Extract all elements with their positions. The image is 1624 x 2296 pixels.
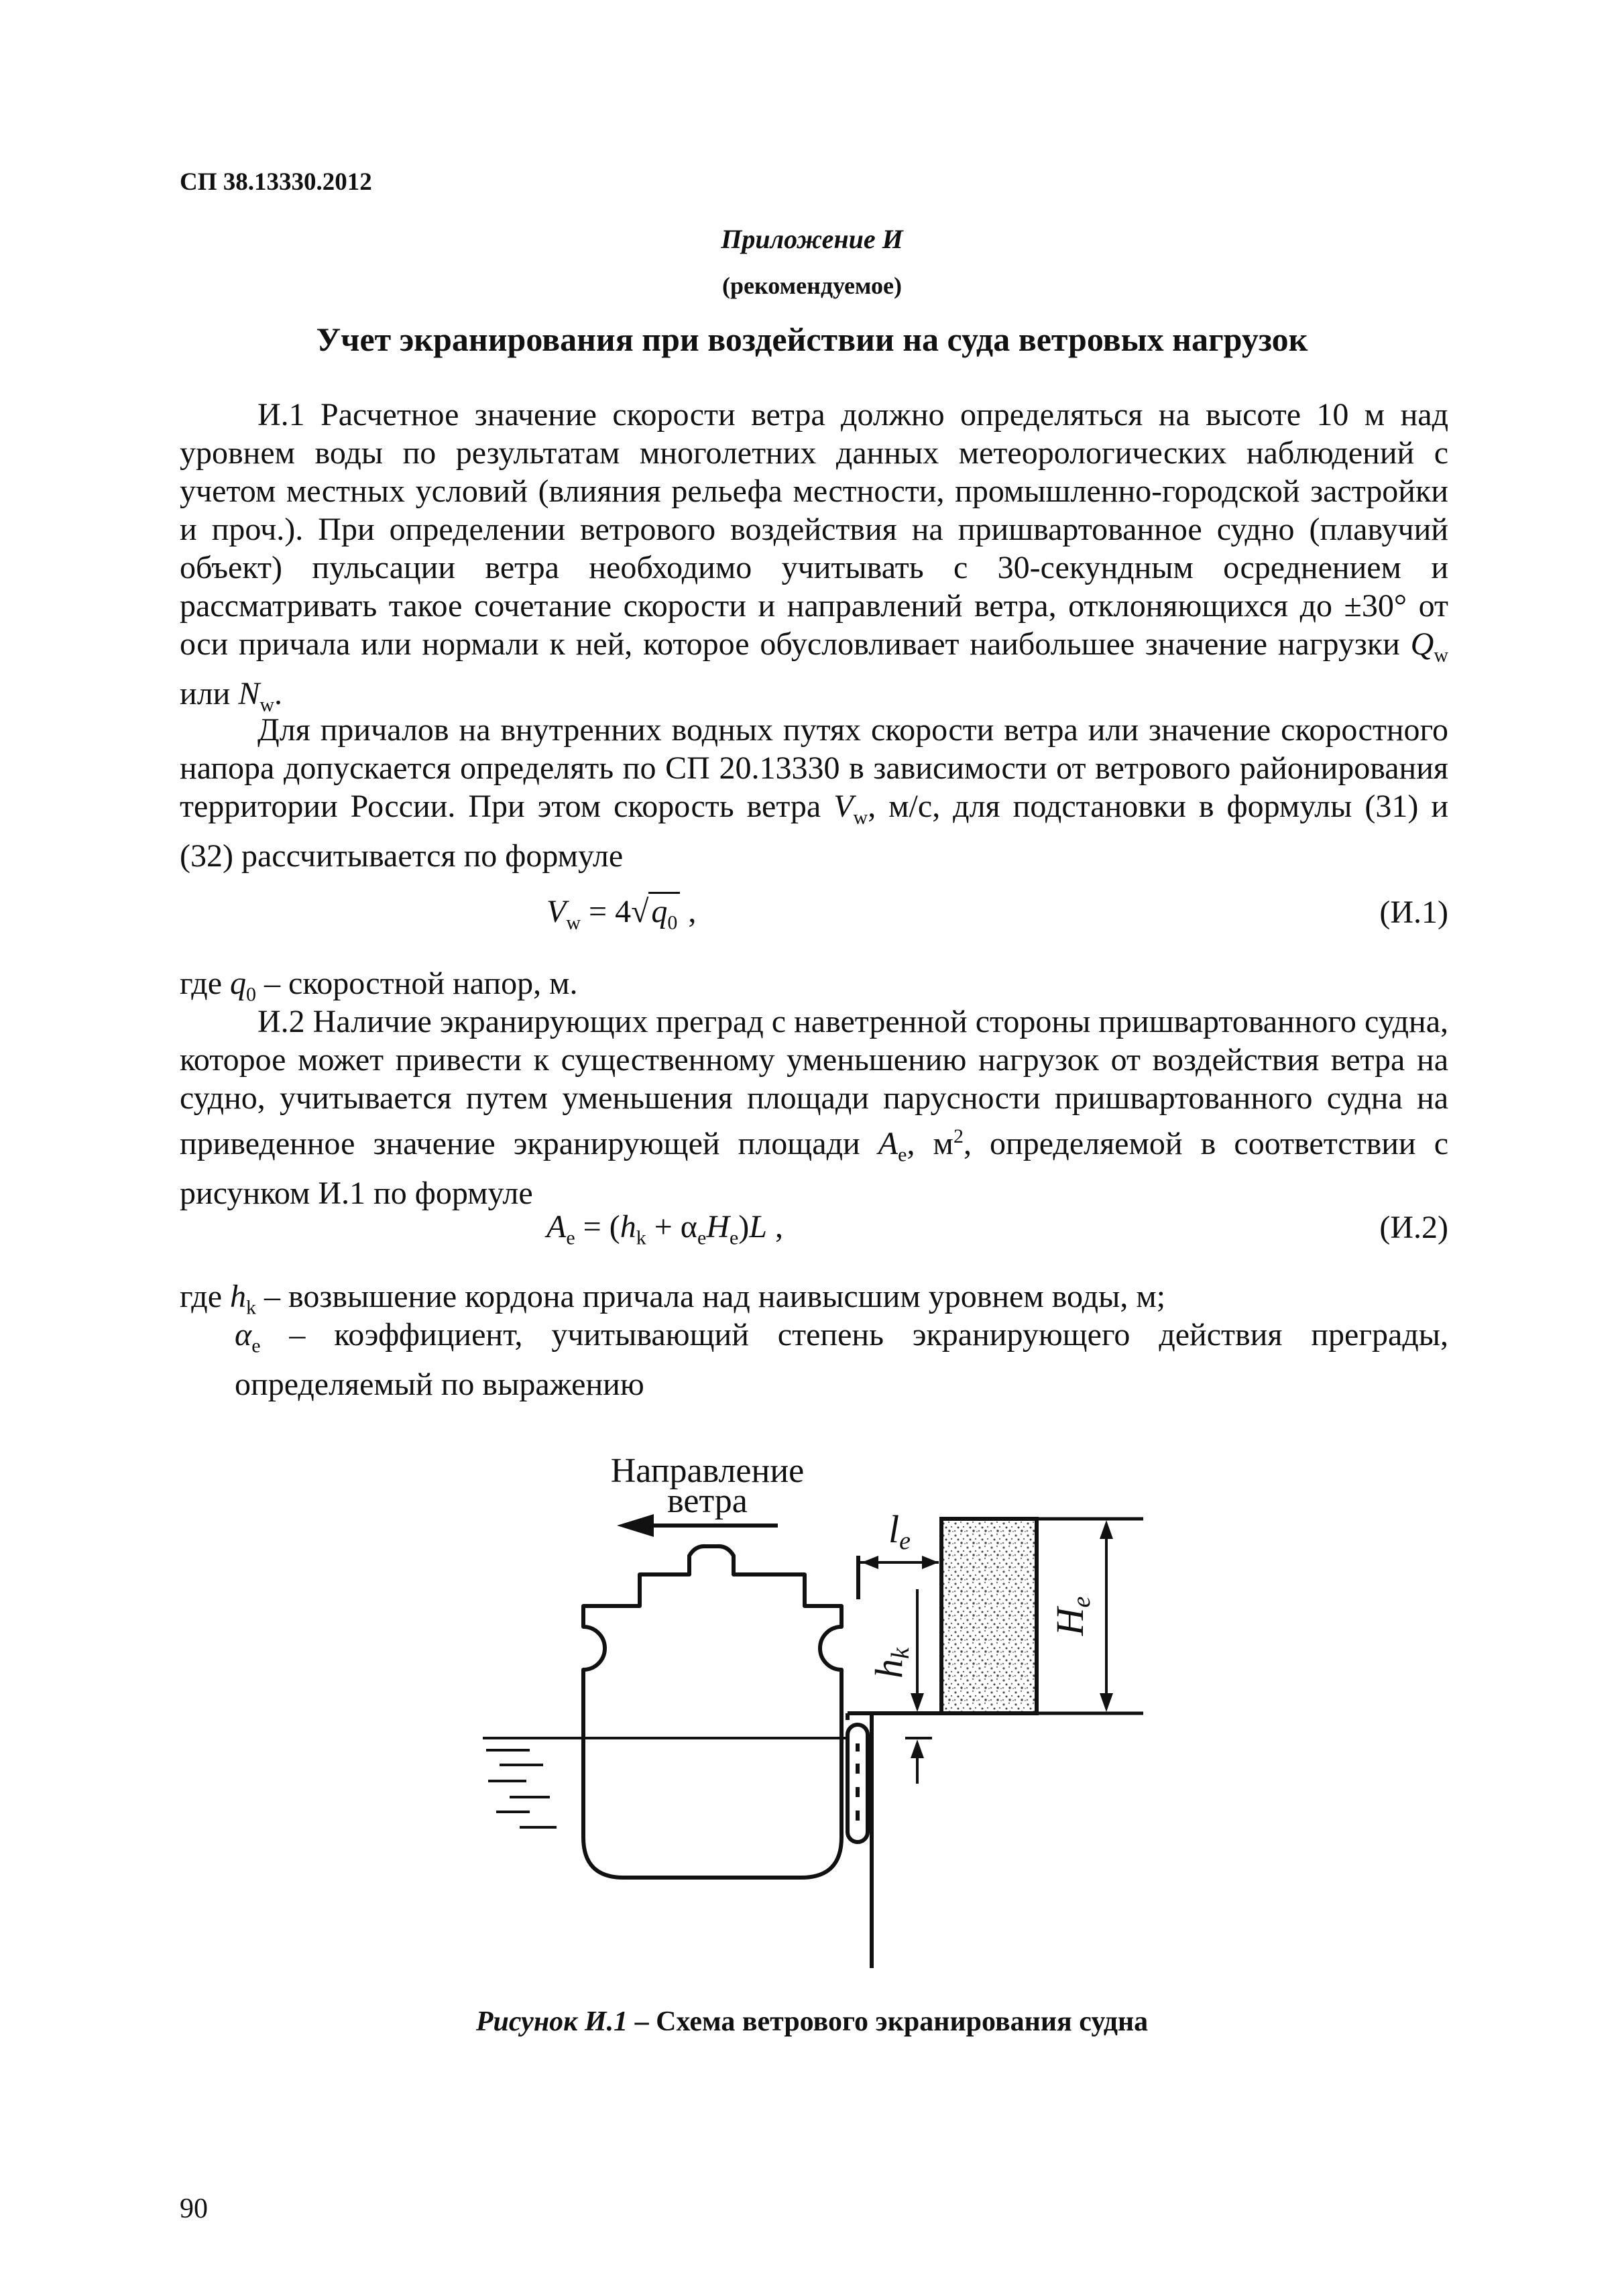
section-title: Учет экранирования при воздействии на суда ветровых нагрузок xyxy=(316,321,1308,358)
appendix-subtitle: (рекомендуемое) xyxy=(722,272,902,299)
document-code: СП 38.13330.2012 xyxy=(180,168,372,196)
radicand: $q_0$ xyxy=(648,892,680,929)
appendix-title: Приложение И xyxy=(721,224,903,254)
paragraph-i2: И.2 Наличие экранирующих преград с наветренной стороны пришвартованного судна, которое может привести к существенному уменьшению нагрузок от воздействия ветра на судно, учитывается путем уменьшения площади парусности пришвартованного судна на приведенное значение экранирующей площади $A_e$, $м^2$, определяемой в соответствии с рисунком И.1 по формуле xyxy=(180,1004,1449,1211)
ship-hull xyxy=(583,1546,842,1878)
formula-i1: $V_w = 4√q_0$ , xyxy=(546,892,696,943)
hk-arrow-head-top xyxy=(911,1693,924,1712)
le-dimension-arrow xyxy=(858,1556,939,1569)
hk-label: hk xyxy=(867,1648,915,1678)
page-number: 90 xyxy=(180,2193,208,2224)
shielding-barrier xyxy=(941,1519,1037,1713)
definition-q0: где $q_0$ – скоростной напор, м. xyxy=(180,966,578,1006)
paragraph-i1: И.1 Расчетное значение скорости ветра должно определяться на высоте 10 м над уровнем воды по результатам многолетних данных метеорологических наблюдений с учетом местных условий (влияния рельефа местности, промышленно-городской застройки и проч.). При определении ветрового воздействия на пришвартованное судно (плавучий объект) пульсации ветра необходимо учитывать с 30-секундным осреднением и рассматривать такое сочетание скорости и направлений ветра, отклоняющихся до ±30° от оси причала или нормали к ней, которое обусловливает наибольшее значение нагрузки $Q_w$ или $N_w$. xyxy=(180,397,1448,716)
definition-alpha-e: $\alpha_e$ – коэффициент, учитывающий степень экранирующего действия преграды, определяемый по выражению xyxy=(235,1317,1448,1402)
radical-sign: √ xyxy=(631,894,649,929)
he-label: He xyxy=(1048,1596,1096,1636)
definition-hk: где $h_k$ – возвышение кордона причала над наивысшим уровнем воды, м; xyxy=(180,1279,1166,1319)
figure-caption: Рисунок И.1 – Схема ветрового экранирования судна xyxy=(475,2006,1149,2037)
hk-arrow-head-bottom xyxy=(911,1739,924,1758)
equation-number-i2: (И.2) xyxy=(1379,1210,1448,1245)
pier-wall xyxy=(848,1556,945,1968)
he-dimension-arrow xyxy=(1100,1520,1113,1712)
water-surface xyxy=(483,1738,846,1827)
wind-direction-label-line2: ветра xyxy=(667,1482,748,1520)
le-label: le xyxy=(888,1507,911,1555)
wind-direction-label-line1: Направление xyxy=(610,1452,805,1490)
equation-number-i1: (И.1) xyxy=(1379,895,1448,930)
paragraph-inland-waterways: Для причалов на внутренних водных путях скорости ветра или значение скоростного напора допускается определять по СП 20.13330 в зависимости от ветрового районирования территории России. При этом скорость ветра $V_w$, м/с, для подстановки в формулы (31) и (32) рассчитывается по формуле xyxy=(180,712,1449,874)
formula-i2: $A_e = (h_k + \alpha_eH_e)L$ , xyxy=(546,1209,783,1249)
